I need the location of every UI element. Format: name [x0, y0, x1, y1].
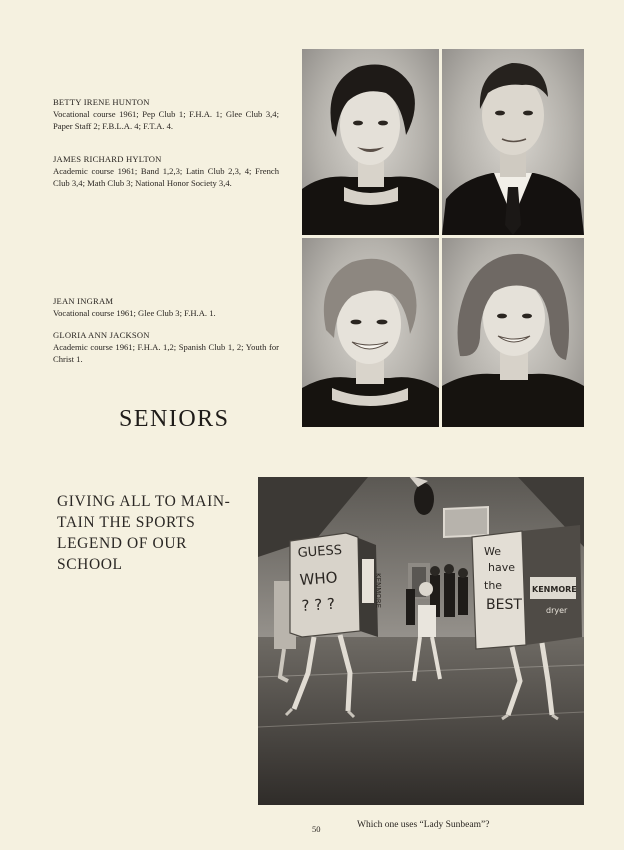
portrait-betty-hunton — [302, 49, 439, 235]
sign-text-best: BEST — [486, 597, 522, 613]
student-name: GLORIA ANN JACKSON — [53, 330, 150, 340]
portrait-gloria-jackson — [442, 238, 584, 427]
student-details: Academic course 1961; F.H.A. 1,2; Spanish Club 1, 2; Youth for Christ 1. — [53, 342, 279, 364]
student-bio-4 — [53, 330, 279, 365]
portrait-james-hylton — [442, 49, 584, 235]
box-brand-left: KENMORE — [374, 573, 382, 609]
sign-text-the: the — [484, 579, 503, 592]
student-details: Vocational course 1961; Glee Club 3; F.H.A. 1. — [53, 308, 216, 319]
student-details: Vocational course 1961; Pep Club 1; F.H.A. 1; Glee Club 3,4; Paper Staff 2; F.B.L.A. 4; F.T.A. 4. — [53, 109, 279, 131]
caption-line: GIVING ALL TO MAIN- — [57, 493, 231, 510]
sign-text-who: WHO — [299, 568, 339, 589]
sign-text-guess: GUESS — [297, 542, 343, 561]
footer-caption: Which one uses “Lady Sunbeam”? — [357, 820, 490, 830]
portrait-jean-ingram — [302, 238, 439, 427]
gym-action-photo — [258, 477, 584, 805]
photo-caption — [57, 491, 247, 575]
sign-text-we: We — [484, 545, 501, 558]
box-brand-right: KENMORE — [532, 585, 577, 594]
sign-text-question: ? ? ? — [301, 594, 336, 615]
caption-line: SCHOOL — [57, 556, 123, 573]
box-product-right: dryer — [546, 606, 568, 615]
caption-line: TAIN THE SPORTS — [57, 514, 196, 531]
student-name: JAMES RICHARD HYLTON — [53, 154, 162, 164]
student-bio-2 — [53, 154, 279, 189]
student-bio-1 — [53, 97, 279, 132]
student-name: JEAN INGRAM — [53, 296, 114, 306]
student-name: BETTY IRENE HUNTON — [53, 97, 150, 107]
page-number: 50 — [312, 824, 321, 834]
section-heading: SENIORS — [119, 406, 230, 432]
student-details: Academic course 1961; Band 1,2,3; Latin Club 2,3, 4; French Club 3,4; Math Club 3; National Honor Society 3,4. — [53, 166, 279, 188]
caption-line: LEGEND OF OUR — [57, 535, 188, 552]
student-bio-3 — [53, 296, 279, 320]
sign-text-have: have — [488, 561, 515, 574]
